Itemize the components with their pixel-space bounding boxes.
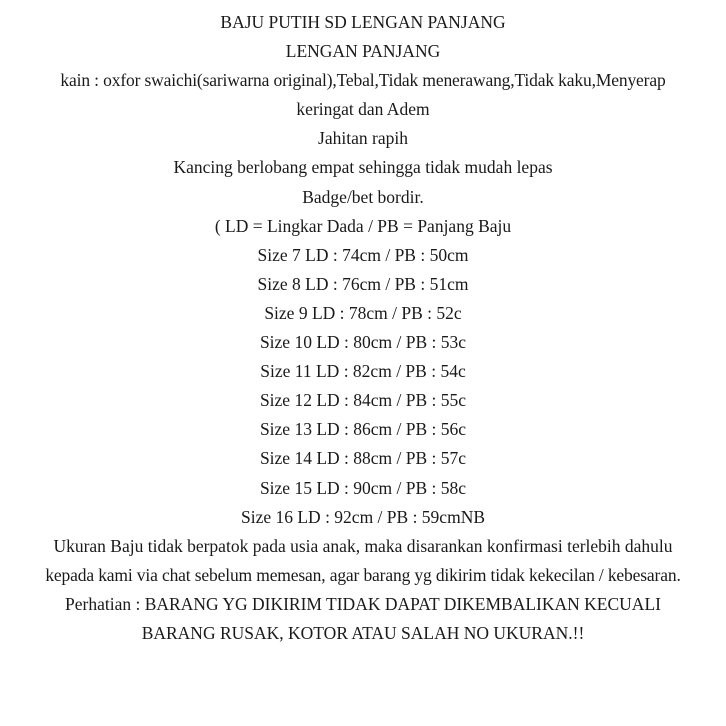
size-row-11: Size 11 LD : 82cm / PB : 54c (260, 361, 466, 382)
stitching-note: Jahitan rapih (318, 128, 408, 149)
size-row-10: Size 10 LD : 80cm / PB : 53c (259, 332, 467, 353)
size-row-15: Size 15 LD : 90cm / PB : 58c (259, 477, 467, 498)
size-row-7: Size 7 LD : 74cm / PB : 50cm (257, 244, 469, 265)
return-policy-warning-continued: BARANG RUSAK, KOTOR ATAU SALAH NO UKURAN.!! (141, 622, 585, 643)
button-note: Kancing berlobang empat sehingga tidak mudah lepas (173, 157, 553, 178)
product-description (0, 8, 726, 648)
product-title: BAJU PUTIH SD LENGAN PANJANG (220, 12, 506, 32)
size-legend: ( LD = Lingkar Dada / PB = Panjang Baju (214, 215, 512, 236)
size-row-12: Size 12 LD : 84cm / PB : 55c (259, 390, 467, 411)
fabric-description: kain : oxfor swaichi(sariwarna original),Tebal,Tidak menerawang,Tidak kaku,Menyerap (60, 70, 666, 91)
sleeve-type: LENGAN PANJANG (285, 41, 441, 62)
sizing-advice: Ukuran Baju tidak berpatok pada usia anak, maka disarankan konfirmasi terlebih dahulu (53, 535, 673, 556)
size-row-8: Size 8 LD : 76cm / PB : 51cm (257, 273, 469, 294)
return-policy-warning: Perhatian : BARANG YG DIKIRIM TIDAK DAPAT DIKEMBALIKAN KECUALI (65, 593, 661, 614)
size-row-16: Size 16 LD : 92cm / PB : 59cmNB (240, 506, 486, 527)
size-row-9: Size 9 LD : 78cm / PB : 52c (264, 302, 462, 323)
badge-note: Badge/bet bordir. (302, 186, 424, 207)
fabric-description-continued: keringat dan Adem (296, 99, 430, 120)
sizing-advice-continued: kepada kami via chat sebelum memesan, agar barang yg dikirim tidak kekecilan / kebesaran. (45, 564, 681, 585)
size-row-13: Size 13 LD : 86cm / PB : 56c (259, 419, 467, 440)
size-row-14: Size 14 LD : 88cm / PB : 57c (259, 448, 467, 469)
